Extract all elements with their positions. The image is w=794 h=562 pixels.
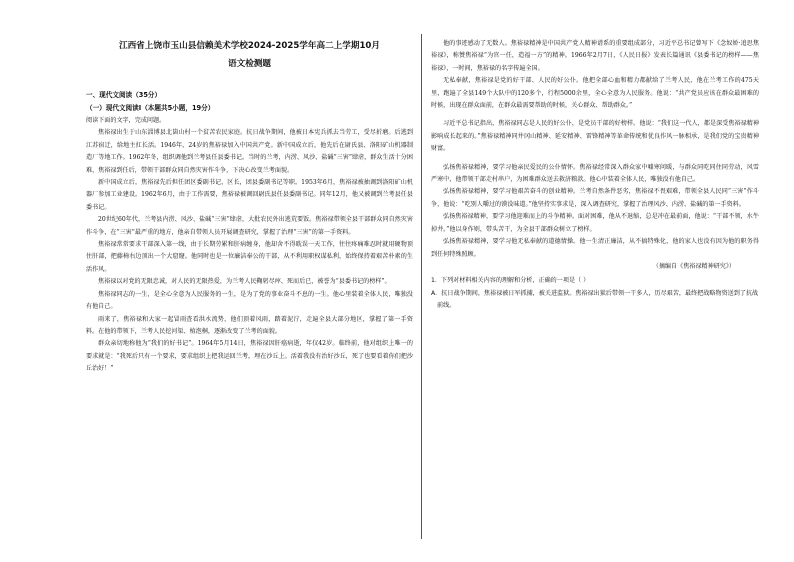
column-divider	[421, 34, 422, 539]
passage-paragraph: 焦裕禄常常要求干部深入第一线，由于长期劳累和肝病缠身，他却舍不得耽误一天工作，往往疼痛难忍时就用硬物顶住肝部，把藤椅右边顶出一个大窟窿。他同时也是一位廉洁奉公的干部，从不利用职权谋私利，始终保持着艰苦朴素的生活作风。	[86, 241, 413, 273]
passage-paragraph: 弘扬焦裕禄精神，要学习他亲民爱民的公仆情怀。焦裕禄经常深入群众家中嘘寒问暖，与群众同吃同住同劳动，风雪严寒中，他带领干部走村串户，为困难群众送去救济粮款。他心中装着全体人民，唯独没有他自己。	[431, 163, 759, 184]
passage-paragraph: 他的事迹感动了无数人。焦裕禄精神是中国共产党人精神谱系的重要组成部分，习近平总书记曾写下《念奴娇·追思焦裕禄》，称赞焦裕禄“为官一任，造福一方”的精神。1966年2月7日，《人民日报》发表长篇通讯《县委书记的榜样——焦裕禄》，一时间，焦裕禄的名字传遍全国。	[431, 40, 759, 72]
exam-subtitle: 语文检测题	[228, 59, 271, 69]
passage-paragraph: 群众亲切地称他为“我们的好书记”。1964年5月14日，焦裕禄因肝癌病逝，年仅42岁。临终前，他对组织上唯一的要求就是：“我死后只有一个要求，要求组织上把我运回兰考，埋在沙丘上。活着我没有治好沙丘，死了也要看着你们把沙丘治好！”	[86, 340, 413, 373]
passage-paragraph: 新中国成立后，焦裕禄先后担任团区委副书记、区长，团县委副书记等职。1953年6月，焦裕禄被抽调到洛阳矿山机器厂参加工业建设。1962年6月，由于工作需要，焦裕禄被调回尉氏县任县委副书记。同年12月，他又被调到兰考县任县委书记。	[86, 179, 413, 211]
right-column	[431, 38, 759, 313]
passage-paragraph: 弘扬焦裕禄精神，要学习他艰苦奋斗的创业精神。兰考自然条件恶劣，焦裕禄不畏艰难，带领全县人民同“三害”作斗争，他说：“吃别人嚼过的馍没味道。”他坚持实事求是，深入调查研究，掌握了治理风沙、内涝、盐碱的第一手资料。	[431, 188, 759, 208]
passage-paragraph: 弘扬焦裕禄精神，要学习他迎难而上的斗争精神。面对困难，他从不退缩，总是冲在最前面，他说：“干部不领，水牛掉井。”他以身作则，带头苦干，为全县干部群众树立了榜样。	[431, 213, 759, 233]
question-option-a: A．抗日战争期间，焦裕禄被日军抓捕，被关进监狱。焦裕禄出狱后带领一干多人，历尽艰苦，最终把战略物资送到了抗战前线。	[431, 289, 759, 310]
passage-paragraph: 焦裕禄以对党的无限忠诚，对人民的无限热爱，为兰考人民鞠躬尽瘁、死而后已，被誉为“县委书记的榜样”。	[98, 278, 391, 286]
left-column	[86, 38, 413, 376]
passage-paragraph: 20世纪60年代，兰考县内涝、风沙、盐碱“三害”肆虐，大批农民外出逃荒要饭。焦裕禄带领全县干部群众同自然灾害作斗争，在“三害”最严重的地方，他亲自带领人员开展调查研究，掌握了治理“三害”的第一手资料。	[86, 216, 413, 236]
passage-paragraph: 无私奉献，焦裕禄是党的好干部、人民的好公仆。他把全部心血和精力都献给了兰考人民，他在兰考工作的475天里，跑遍了全县149个大队中的120多个，行程5000余里，全心全意为人民服务。他说：“共产党员应该在群众最困难的时候，出现在群众面前，在群众最需要帮助的时候，关心群众、帮助群众。”	[431, 77, 759, 110]
passage-paragraph: 雨来了，焦裕禄和大家一起冒雨查看洪水流势，他们顶着风雨，踏着泥泞，走遍全县大部分地区，掌握了第一手资料。在他的带领下，兰考人民挖河渠、植泡桐，逐渐改变了兰考的面貌。	[86, 315, 413, 335]
passage-paragraph: 焦裕禄出生于山东淄博县北崮山村一个贫苦农民家庭。抗日战争期间，他被日本宪兵抓去当劳工，受尽折磨。后逃到江苏宿迁，给地主扛长活。1946年，24岁的焦裕禄加入中国共产党。新中国成立后，他先后在尉氏县、洛阳矿山机器制造厂等地工作。1962年冬，组织调他到兰考县任县委书记。当时的兰考，内涝、风沙、盐碱“三害”肆虐，群众生活十分困难，焦裕禄到任后，带领干部群众同自然灾害作斗争，下决心改变兰考面貌。	[86, 129, 413, 174]
passage-paragraph: 弘扬焦裕禄精神，要学习他无私奉献的道德情操。他一生清正廉洁，从不搞特殊化，他的家人也没有因为他的职务得到任何特殊照顾。	[431, 238, 759, 258]
passage-source: （摘编自《焦裕禄精神研究》）	[652, 262, 735, 270]
reading-instruction: 阅读下面的文字，完成问题。	[86, 117, 166, 124]
passage-paragraph: 焦裕禄同志的一生，是全心全意为人民服务的一生，是为了党的事业奋斗不息的一生。他心里装着全体人民，唯独没有他自己。	[86, 290, 413, 311]
exam-title: 江西省上饶市玉山县信赖美术学校2024-2025学年高二上学期10月	[118, 41, 381, 51]
passage-paragraph: 习近平总书记指出，焦裕禄同志是人民的好公仆，是党员干部的好榜样。他说：“我们这一代人，都是深受焦裕禄精神影响成长起来的。”焦裕禄精神同井冈山精神、延安精神、雷锋精神等革命传统和优良作风一脉相承，是我们党的宝贵精神财富。	[431, 120, 759, 153]
sub-section-heading: （一）现代文阅读Ⅰ（本题共5小题，19分）	[86, 104, 215, 112]
section-heading: 一、现代文阅读（35分）	[86, 91, 162, 99]
question-stem: 1．下列对材料相关内容的理解和分析，正确的一项是（ ）	[431, 277, 590, 285]
